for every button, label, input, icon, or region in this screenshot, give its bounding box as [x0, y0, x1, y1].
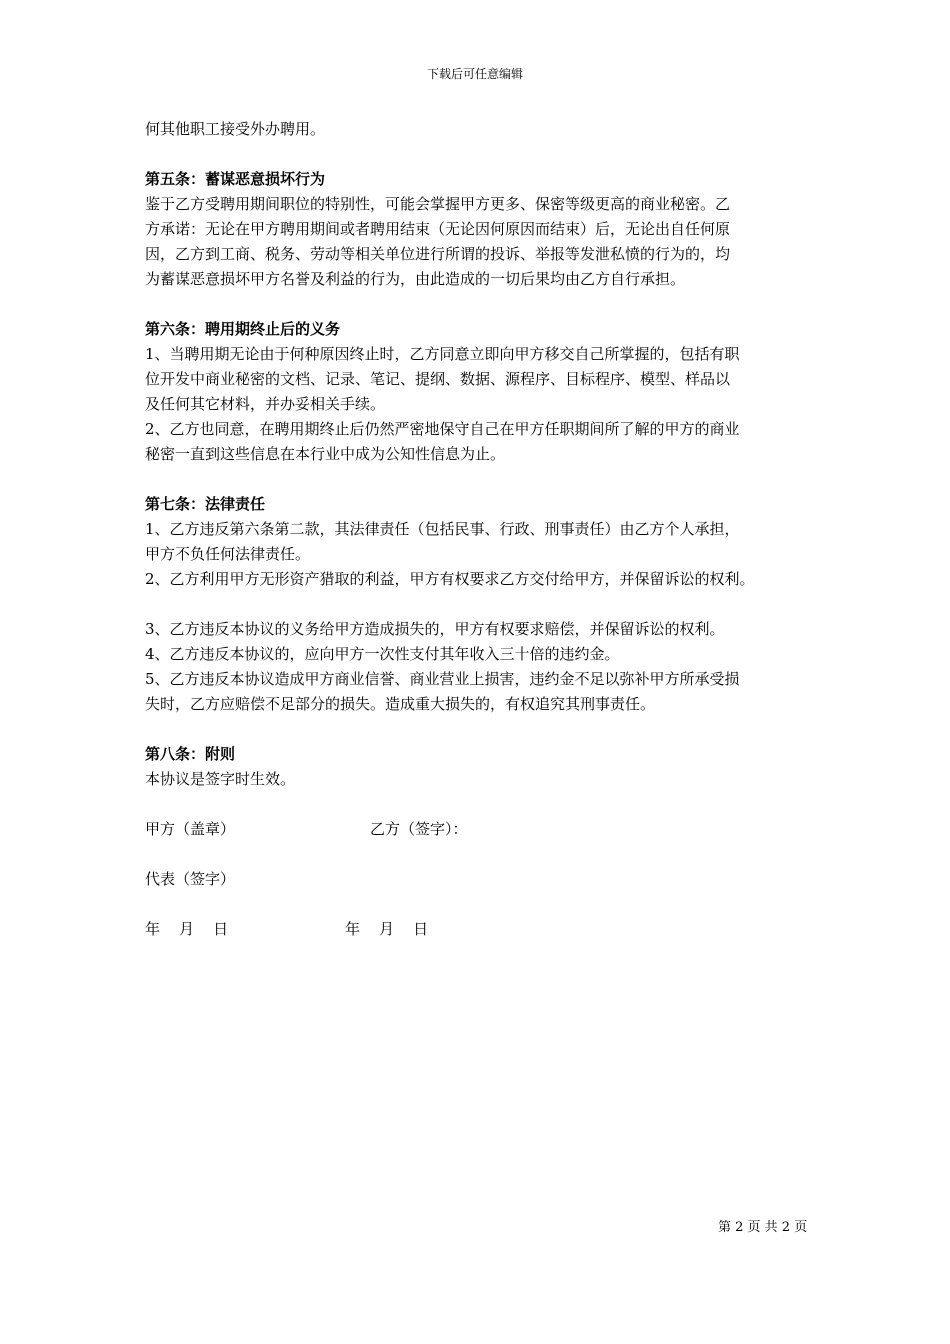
spacer	[145, 292, 825, 317]
article7-title: 第七条：法律责任	[145, 495, 266, 513]
article7-line: 2、乙方利用甲方无形资产猎取的利益，甲方有权要求乙方交付给甲方，并保留诉讼的权利。	[145, 570, 755, 588]
article5-line: 方承诺：无论在甲方聘用期间或者聘用结束（无论因何原因而结束）后，无论出自任何原	[145, 220, 731, 238]
signature-party-row	[145, 817, 825, 842]
article7-line: 甲方不负任何法律责任。	[145, 545, 311, 563]
article5-line: 鉴于乙方受聘用期间职位的特别性，可能会掌握甲方更多、保密等级更高的商业秘密。乙	[145, 195, 731, 213]
spacer	[145, 842, 825, 867]
spacer	[145, 717, 825, 742]
article5-line: 因，乙方到工商、税务、劳动等相关单位进行所谓的投诉、举报等发泄私愤的行为的，均	[145, 245, 731, 263]
page-header: 下载后可任意编辑	[426, 67, 523, 81]
article5-title: 第五条：蓄谋恶意损坏行为	[145, 170, 326, 188]
party-b-date: 年 月 日	[345, 920, 429, 938]
article6-line: 1、当聘用期无论由于何种原因终止时，乙方同意立即向甲方移交自己所掌握的，包括有职	[145, 345, 740, 363]
page-number: 第 2 页 共 2 页	[718, 1220, 808, 1235]
article7-line: 1、乙方违反第六条第二款，其法律责任（包括民事、行政、刑事责任）由乙方个人承担，	[145, 520, 740, 538]
article6-line: 秘密一直到这些信息在本行业中成为公知性信息为止。	[145, 445, 506, 463]
spacer	[145, 592, 825, 617]
spacer	[145, 792, 825, 817]
party-a-seal-label: 甲方（盖章）	[145, 820, 236, 838]
article5-line: 为蓄谋恶意损坏甲方名誉及利益的行为，由此造成的一切后果均由乙方自行承担。	[145, 270, 686, 288]
spacer	[145, 892, 825, 917]
signature-date-row	[145, 917, 825, 942]
article6-title: 第六条：聘用期终止后的义务	[145, 320, 341, 338]
spacer	[145, 467, 825, 492]
spacer	[145, 142, 825, 167]
party-b-sign-label: 乙方（签字）：	[370, 820, 468, 838]
article7-line: 4、乙方违反本协议的，应向甲方一次性支付其年收入三十倍的违约金。	[145, 645, 620, 663]
signature-representative-row	[145, 867, 825, 892]
article7-line: 失时，乙方应赔偿不足部分的损失。造成重大损失的，有权追究其刑事责任。	[145, 695, 656, 713]
article6-line: 位开发中商业秘密的文档、记录、笔记、提纲、数据、源程序、目标程序、模型、样品以	[145, 370, 731, 388]
article8-line: 本协议是签字时生效。	[145, 770, 296, 788]
representative-sign-label: 代表（签字）	[145, 870, 236, 888]
party-a-date: 年 月 日	[145, 920, 229, 938]
article6-line: 及任何其它材料，并办妥相关手续。	[145, 395, 386, 413]
article7-line: 3、乙方违反本协议的义务给甲方造成损失的，甲方有权要求赔偿，并保留诉讼的权利。	[145, 620, 725, 638]
article7-line: 5、乙方违反本协议造成甲方商业信誉、商业营业上损害，违约金不足以弥补甲方所承受损	[145, 670, 740, 688]
article8-title: 第八条：附则	[145, 745, 236, 763]
article6-line: 2、乙方也同意，在聘用期终止后仍然严密地保守自己在甲方任职期间所了解的甲方的商业	[145, 420, 740, 438]
document-body	[145, 117, 825, 942]
intro-line: 何其他职工接受外办聘用。	[145, 120, 326, 138]
